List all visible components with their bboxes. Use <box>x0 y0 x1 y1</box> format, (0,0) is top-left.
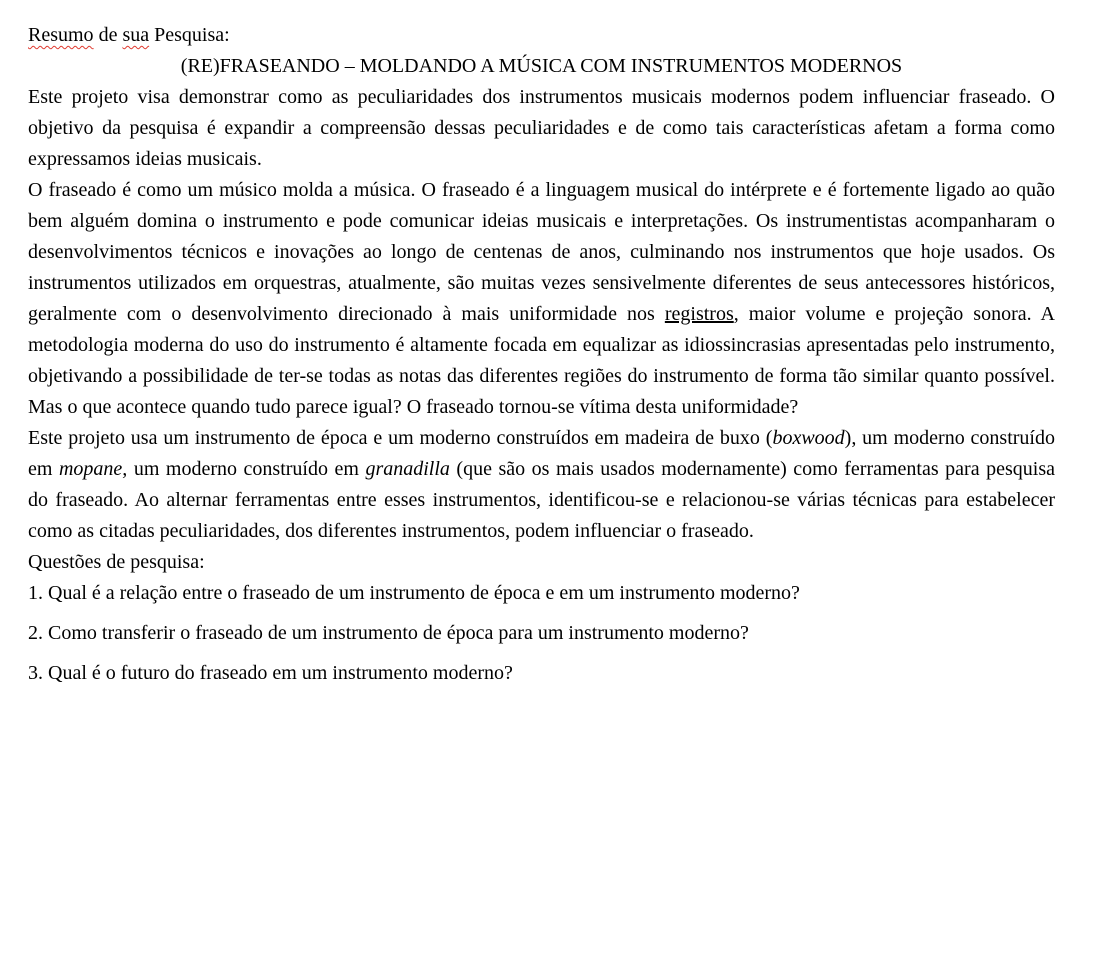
text-run: (que são os mais usados modernamente) como ferramentas para pesquisa do fraseado. Ao alternar ferramentas entre esses instrumentos, identificou-se e relacionou-se várias técnicas para estabelecer como as citadas peculiaridades, dos diferentes instrumentos, podem influenciar o fraseado. <box>28 458 1055 542</box>
text-run: um moderno construído em <box>127 458 366 480</box>
italic-word-boxwood: boxwood <box>772 427 845 449</box>
paragraph-phrasing <box>28 175 1055 423</box>
text-run: Este projeto usa um instrumento de época e um moderno construídos em madeira de buxo ( <box>28 427 773 449</box>
questions-heading: Questões de pesquisa: <box>28 551 205 573</box>
question-3: 3. Qual é o futuro do fraseado em um instrumento moderno? <box>28 662 513 684</box>
italic-word-mopane: mopane, <box>58 458 128 480</box>
text-run: O fraseado é como um músico molda a música. O fraseado é a linguagem musical do intérprete e é fortemente ligado ao quão bem alguém domina o instrumento e pode comunicar ideias musicais e interpretações. Os instrumentistas acompanharam o desenvolvimentos técnicos e inovações ao longo de centenas de anos, culminando nos instrumentos que hoje usados. Os instrumentos utilizados em orquestras, atualmente, são muitas vezes sensivelmente diferentes de seus antecessores históricos, geralmente com o desenvolvimento direcionado à mais uniformidade nos <box>28 179 1055 325</box>
document-title: (RE)FRASEANDO – MOLDANDO A MÚSICA COM INSTRUMENTOS MODERNOS <box>180 55 903 77</box>
italic-word-granadilla: granadilla <box>365 458 450 480</box>
text-run: ), um moderno construído em <box>28 427 1055 480</box>
text-run: , maior volume e projeção sonora. A metodologia moderna do uso do instrumento é altamente focada em equalizar as idiossincrasias apresentadas pelo instrumento, objetivando a possibilidade de ter-se todas as notas das diferentes regiões do instrumento de forma tão similar quanto possível. Mas o que acontece quando tudo parece igual? O fraseado tornou-se vítima desta uniformidade? <box>28 303 1055 418</box>
question-1: 1. Qual é a relação entre o fraseado de um instrumento de época e em um instrumento moderno? <box>28 582 800 604</box>
underlined-word-registros: registros <box>664 303 734 325</box>
question-2: 2. Como transferir o fraseado de um instrumento de época para um instrumento moderno? <box>28 622 749 644</box>
spellcheck-word-resumo: Resumo <box>28 24 94 46</box>
spellcheck-word-sua: sua <box>122 24 150 46</box>
text-run: Pesquisa: <box>149 24 230 46</box>
paragraph-instruments <box>28 423 1055 547</box>
text-run: de <box>93 24 123 46</box>
paragraph-overview: Este projeto visa demonstrar como as peculiaridades dos instrumentos musicais modernos podem influenciar fraseado. O objetivo da pesquisa é expandir a compreensão dessas peculiaridades e de como tais características afetam a forma como expressamos ideias musicais. <box>28 86 1055 170</box>
summary-label <box>28 20 1055 51</box>
